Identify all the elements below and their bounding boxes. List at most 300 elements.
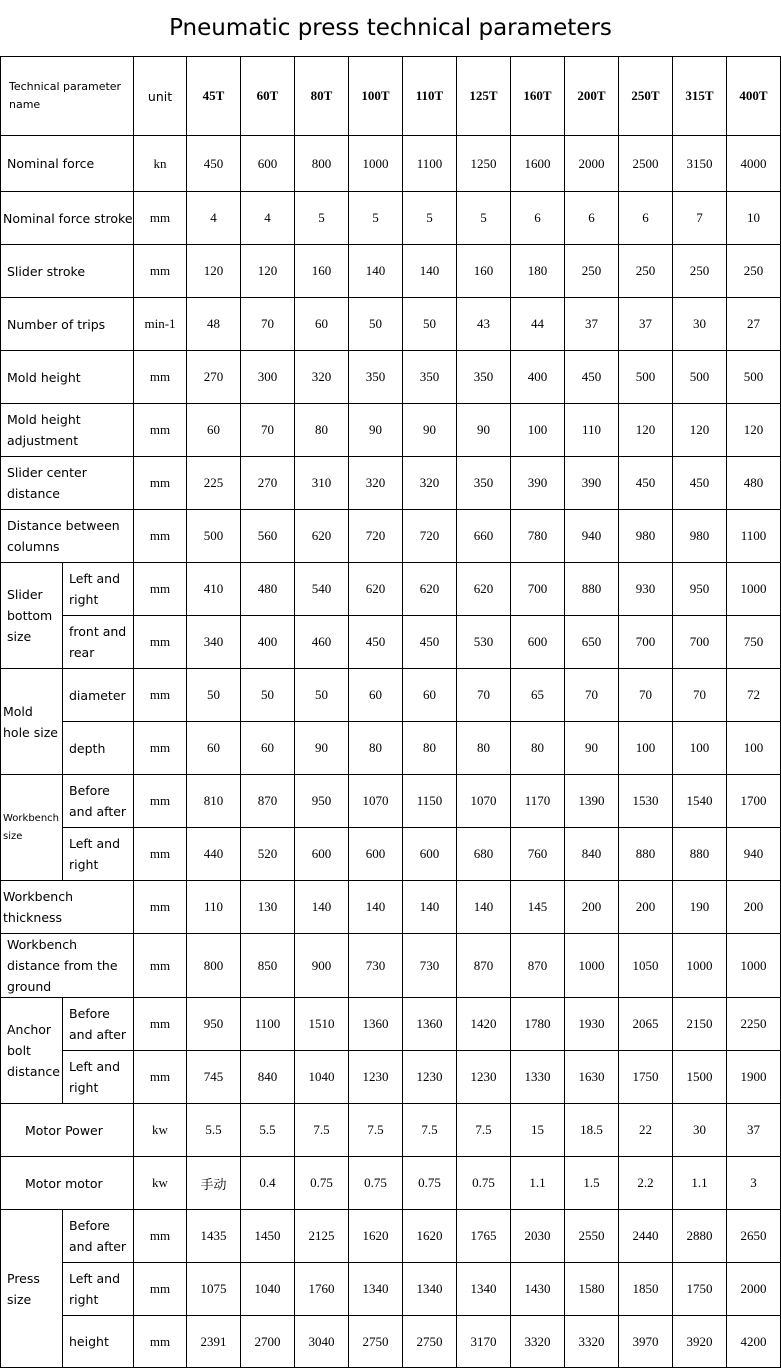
value-cell: 48 [187,298,241,351]
value-cell: 27 [727,298,781,351]
value-cell: 480 [241,563,295,616]
table-row [1,1210,781,1263]
value-cell: 980 [673,510,727,563]
value-cell: 880 [619,828,673,881]
value-cell: 2880 [673,1210,727,1263]
value-cell: 250 [565,245,619,298]
page-title: Pneumatic press technical parameters [169,15,612,41]
table-row [1,136,781,192]
value-cell: 850 [241,934,295,998]
anchor-bolt-distance-label: Anchor bolt distance [1,998,63,1104]
value-cell: 250 [727,245,781,298]
motor-motor-label: Motor motor [1,1157,134,1210]
value-cell: 37 [565,298,619,351]
table-row [1,192,781,245]
table-row [1,722,781,775]
header-row [1,57,781,136]
value-cell: 120 [727,404,781,457]
value-cell: 72 [727,669,781,722]
value-cell: 980 [619,510,673,563]
value-cell: 60 [187,404,241,457]
value-cell: 70 [241,298,295,351]
value-cell: 90 [403,404,457,457]
value-cell: 70 [673,669,727,722]
value-cell: 90 [295,722,349,775]
value-cell: 1040 [295,1051,349,1104]
value-cell: 320 [295,351,349,404]
unit-cell: mm [134,1263,187,1316]
value-cell: 880 [673,828,727,881]
table-row [1,457,781,510]
mold-hole-size-label: Mold hole size [1,669,63,775]
value-cell: 810 [187,775,241,828]
value-cell: 450 [619,457,673,510]
value-cell: 80 [295,404,349,457]
value-cell: 1250 [457,136,511,192]
value-cell: 2550 [565,1210,619,1263]
unit-cell: kw [134,1157,187,1210]
value-cell: 2065 [619,998,673,1051]
value-cell: 1850 [619,1263,673,1316]
value-cell: 600 [349,828,403,881]
table-row [1,298,781,351]
value-cell: 1050 [619,934,673,998]
value-cell: 1510 [295,998,349,1051]
table-row [1,669,781,722]
value-cell: 50 [187,669,241,722]
unit-cell: mm [134,245,187,298]
value-cell: 620 [457,563,511,616]
value-cell: 780 [511,510,565,563]
model-header: 315T [673,57,727,136]
param-name-header: Technical parameter name [1,57,134,136]
sub-label: Left and right [63,563,134,616]
value-cell: 800 [295,136,349,192]
value-cell: 400 [511,351,565,404]
number-of-trips-label: Number of trips [1,298,134,351]
sub-label: Before and after [63,775,134,828]
press-size-label: Press size [1,1210,63,1368]
nominal-force-stroke-label: Nominal force stroke [1,192,134,245]
unit-header: unit [134,57,187,136]
value-cell: 50 [295,669,349,722]
unit-cell: mm [134,934,187,998]
value-cell: 730 [403,934,457,998]
value-cell: 5 [349,192,403,245]
value-cell: 7 [673,192,727,245]
value-cell: 880 [565,563,619,616]
value-cell: 90 [565,722,619,775]
value-cell: 1000 [349,136,403,192]
sub-label: Left and right [63,1263,134,1316]
unit-cell: mm [134,669,187,722]
value-cell: 1620 [403,1210,457,1263]
value-cell: 7.5 [295,1104,349,1157]
value-cell: 1360 [403,998,457,1051]
value-cell: 760 [511,828,565,881]
value-cell: 225 [187,457,241,510]
value-cell: 5 [295,192,349,245]
value-cell: 660 [457,510,511,563]
value-cell: 1360 [349,998,403,1051]
value-cell: 1000 [727,934,781,998]
value-cell: 120 [673,404,727,457]
value-cell: 1230 [349,1051,403,1104]
value-cell: 6 [619,192,673,245]
value-cell: 2700 [241,1316,295,1368]
value-cell: 350 [403,351,457,404]
value-cell: 3320 [511,1316,565,1368]
value-cell: 80 [349,722,403,775]
model-header: 200T [565,57,619,136]
value-cell: 930 [619,563,673,616]
value-cell: 3 [727,1157,781,1210]
value-cell: 1390 [565,775,619,828]
table-row [1,881,781,934]
value-cell: 200 [619,881,673,934]
value-cell: 900 [295,934,349,998]
table-row [1,404,781,457]
value-cell: 4200 [727,1316,781,1368]
sub-label: Left and right [63,1051,134,1104]
model-header: 160T [511,57,565,136]
value-cell: 60 [295,298,349,351]
value-cell: 1230 [457,1051,511,1104]
value-cell: 870 [241,775,295,828]
unit-cell: mm [134,998,187,1051]
value-cell: 620 [349,563,403,616]
value-cell: 1.1 [511,1157,565,1210]
value-cell: 0.75 [403,1157,457,1210]
value-cell: 1340 [403,1263,457,1316]
value-cell: 300 [241,351,295,404]
sub-label: diameter [63,669,134,722]
value-cell: 3040 [295,1316,349,1368]
value-cell: 940 [727,828,781,881]
value-cell: 100 [727,722,781,775]
value-cell: 18.5 [565,1104,619,1157]
unit-cell: mm [134,1051,187,1104]
value-cell: 310 [295,457,349,510]
value-cell: 2750 [349,1316,403,1368]
value-cell: 600 [295,828,349,881]
value-cell: 1780 [511,998,565,1051]
value-cell: 37 [619,298,673,351]
value-cell: 0.75 [349,1157,403,1210]
value-cell: 80 [511,722,565,775]
value-cell: 1540 [673,775,727,828]
value-cell: 160 [295,245,349,298]
value-cell: 750 [727,616,781,669]
value-cell: 37 [727,1104,781,1157]
value-cell: 65 [511,669,565,722]
value-cell: 1430 [511,1263,565,1316]
value-cell: 120 [241,245,295,298]
value-cell: 140 [349,245,403,298]
value-cell: 950 [673,563,727,616]
unit-cell: mm [134,722,187,775]
value-cell: 270 [187,351,241,404]
workbench-thickness-label: Workbench thickness [1,881,134,934]
value-cell: 7.5 [349,1104,403,1157]
unit-cell: kn [134,136,187,192]
table-row [1,1104,781,1157]
unit-cell: mm [134,828,187,881]
value-cell: 840 [241,1051,295,1104]
value-cell: 70 [565,669,619,722]
unit-cell: mm [134,404,187,457]
value-cell: 5 [403,192,457,245]
value-cell: 50 [349,298,403,351]
value-cell: 22 [619,1104,673,1157]
model-header: 45T [187,57,241,136]
value-cell: 2000 [565,136,619,192]
value-cell: 3970 [619,1316,673,1368]
value-cell: 110 [565,404,619,457]
value-cell: 110 [187,881,241,934]
value-cell: 2.2 [619,1157,673,1210]
value-cell: 4000 [727,136,781,192]
value-cell: 2030 [511,1210,565,1263]
value-cell: 1230 [403,1051,457,1104]
value-cell: 450 [187,136,241,192]
value-cell: 5 [457,192,511,245]
value-cell: 2391 [187,1316,241,1368]
value-cell: 100 [673,722,727,775]
value-cell: 390 [565,457,619,510]
value-cell: 400 [241,616,295,669]
value-cell: 44 [511,298,565,351]
value-cell: 870 [511,934,565,998]
value-cell: 70 [619,669,673,722]
value-cell: 480 [727,457,781,510]
value-cell: 520 [241,828,295,881]
table-row [1,1263,781,1316]
value-cell: 1580 [565,1263,619,1316]
value-cell: 350 [457,351,511,404]
sub-label: depth [63,722,134,775]
value-cell: 450 [349,616,403,669]
value-cell: 120 [187,245,241,298]
nominal-force-label: Nominal force [1,136,134,192]
value-cell: 500 [727,351,781,404]
value-cell: 3320 [565,1316,619,1368]
value-cell: 200 [565,881,619,934]
value-cell: 4 [241,192,295,245]
value-cell: 1340 [457,1263,511,1316]
value-cell: 800 [187,934,241,998]
distance-between-columns-label: Distance between columns [1,510,134,563]
model-header: 125T [457,57,511,136]
unit-cell: mm [134,563,187,616]
value-cell: 500 [187,510,241,563]
value-cell: 1760 [295,1263,349,1316]
value-cell: 450 [403,616,457,669]
value-cell: 50 [403,298,457,351]
value-cell: 440 [187,828,241,881]
value-cell: 1150 [403,775,457,828]
value-cell: 540 [295,563,349,616]
value-cell: 500 [673,351,727,404]
slider-center-distance-label: Slider center distance [1,457,134,510]
table-row [1,1157,781,1210]
value-cell: 340 [187,616,241,669]
value-cell: 2440 [619,1210,673,1263]
model-header: 80T [295,57,349,136]
value-cell: 1100 [727,510,781,563]
value-cell: 2750 [403,1316,457,1368]
value-cell: 320 [349,457,403,510]
value-cell: 1435 [187,1210,241,1263]
value-cell: 手动 [187,1157,241,1210]
value-cell: 1000 [673,934,727,998]
value-cell: 80 [457,722,511,775]
unit-cell: mm [134,775,187,828]
value-cell: 120 [619,404,673,457]
value-cell: 460 [295,616,349,669]
value-cell: 1750 [619,1051,673,1104]
unit-cell: mm [134,1316,187,1368]
value-cell: 450 [673,457,727,510]
value-cell: 600 [403,828,457,881]
value-cell: 1.5 [565,1157,619,1210]
value-cell: 3170 [457,1316,511,1368]
value-cell: 650 [565,616,619,669]
value-cell: 43 [457,298,511,351]
value-cell: 15 [511,1104,565,1157]
table-row [1,934,781,998]
value-cell: 950 [187,998,241,1051]
value-cell: 1070 [349,775,403,828]
value-cell: 2125 [295,1210,349,1263]
value-cell: 90 [457,404,511,457]
value-cell: 3920 [673,1316,727,1368]
model-header: 400T [727,57,781,136]
value-cell: 1600 [511,136,565,192]
value-cell: 940 [565,510,619,563]
value-cell: 1100 [241,998,295,1051]
value-cell: 390 [511,457,565,510]
value-cell: 2150 [673,998,727,1051]
value-cell: 320 [403,457,457,510]
value-cell: 5.5 [241,1104,295,1157]
unit-cell: mm [134,457,187,510]
value-cell: 1450 [241,1210,295,1263]
value-cell: 270 [241,457,295,510]
value-cell: 190 [673,881,727,934]
value-cell: 0.4 [241,1157,295,1210]
value-cell: 145 [511,881,565,934]
value-cell: 1700 [727,775,781,828]
value-cell: 100 [619,722,673,775]
value-cell: 180 [511,245,565,298]
value-cell: 0.75 [457,1157,511,1210]
value-cell: 1070 [457,775,511,828]
value-cell: 70 [241,404,295,457]
table-row [1,510,781,563]
mold-height-label: Mold height [1,351,134,404]
value-cell: 2250 [727,998,781,1051]
value-cell: 450 [565,351,619,404]
slider-bottom-size-label: Slider bottom size [1,563,63,669]
model-header: 110T [403,57,457,136]
value-cell: 90 [349,404,403,457]
value-cell: 2650 [727,1210,781,1263]
value-cell: 745 [187,1051,241,1104]
value-cell: 1630 [565,1051,619,1104]
model-header: 60T [241,57,295,136]
value-cell: 680 [457,828,511,881]
table-row [1,563,781,616]
unit-cell: mm [134,192,187,245]
sub-label: Left and right [63,828,134,881]
sub-label: Before and after [63,998,134,1051]
value-cell: 350 [457,457,511,510]
value-cell: 250 [673,245,727,298]
sub-label: height [63,1316,134,1368]
value-cell: 600 [241,136,295,192]
value-cell: 10 [727,192,781,245]
value-cell: 5.5 [187,1104,241,1157]
workbench-size-label: Workbench size [1,775,63,881]
sub-label: front and rear [63,616,134,669]
value-cell: 7.5 [403,1104,457,1157]
value-cell: 500 [619,351,673,404]
unit-cell: mm [134,351,187,404]
value-cell: 140 [457,881,511,934]
table-row [1,616,781,669]
table-row [1,1051,781,1104]
unit-cell: mm [134,616,187,669]
value-cell: 1100 [403,136,457,192]
value-cell: 700 [673,616,727,669]
value-cell: 1530 [619,775,673,828]
value-cell: 1765 [457,1210,511,1263]
value-cell: 2500 [619,136,673,192]
value-cell: 1040 [241,1263,295,1316]
value-cell: 1000 [727,563,781,616]
value-cell: 60 [187,722,241,775]
value-cell: 700 [619,616,673,669]
value-cell: 160 [457,245,511,298]
value-cell: 140 [403,245,457,298]
unit-cell: mm [134,881,187,934]
slider-stroke-label: Slider stroke [1,245,134,298]
value-cell: 140 [349,881,403,934]
parameters-table [0,56,781,1368]
value-cell: 1620 [349,1210,403,1263]
value-cell: 60 [349,669,403,722]
value-cell: 1170 [511,775,565,828]
value-cell: 1075 [187,1263,241,1316]
value-cell: 620 [295,510,349,563]
value-cell: 100 [511,404,565,457]
unit-cell: min-1 [134,298,187,351]
value-cell: 720 [403,510,457,563]
mold-height-adjustment-label: Mold height adjustment [1,404,134,457]
value-cell: 1340 [349,1263,403,1316]
value-cell: 200 [727,881,781,934]
value-cell: 60 [241,722,295,775]
value-cell: 80 [403,722,457,775]
value-cell: 3150 [673,136,727,192]
motor-power-label: Motor Power [1,1104,134,1157]
value-cell: 620 [403,563,457,616]
value-cell: 7.5 [457,1104,511,1157]
table-row [1,351,781,404]
value-cell: 1000 [565,934,619,998]
value-cell: 840 [565,828,619,881]
